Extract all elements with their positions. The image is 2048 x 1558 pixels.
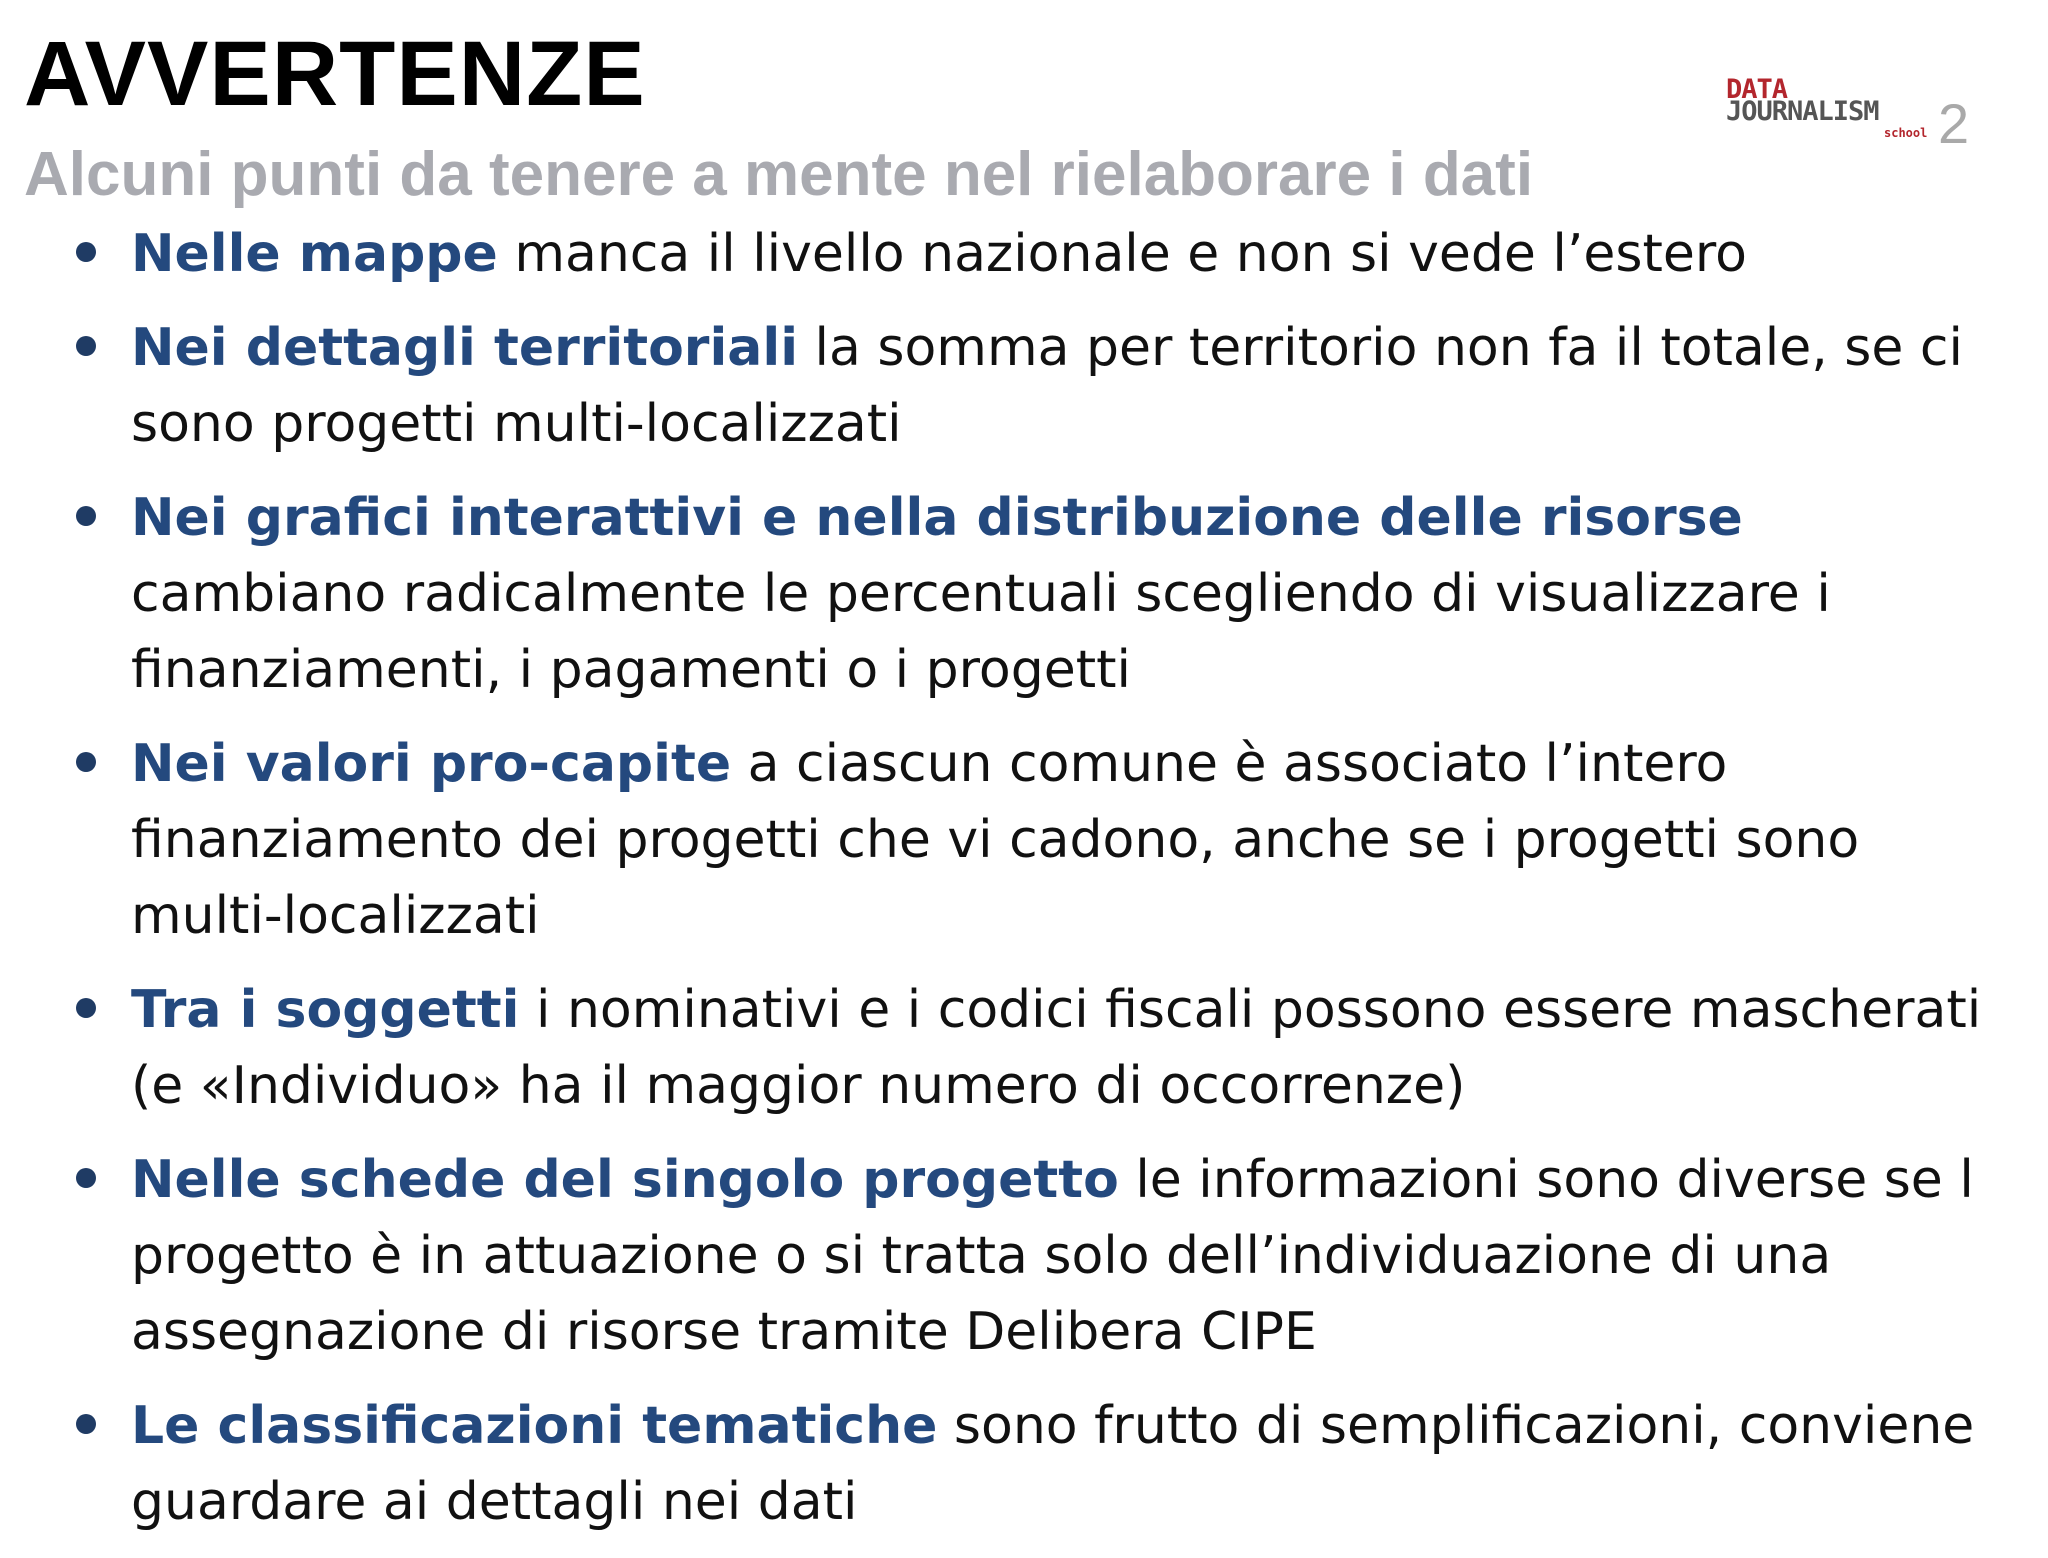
- bullet-keyword: Nei grafici interattivi e nella distribuzione delle risorse: [131, 488, 1743, 548]
- bullet-item-valori-pro-capite: [0, 726, 2048, 954]
- bullet-dot-icon: [72, 238, 102, 268]
- slide-subtitle: Alcuni punti da tenere a mente nel rielaborare i dati: [24, 140, 1534, 209]
- bullet-text: manca il livello nazionale e non si vede l’estero: [497, 224, 1747, 284]
- bullet-keyword: Nei valori pro-capite: [131, 734, 732, 794]
- bullet-item-schede-progetto: [0, 1142, 2048, 1370]
- bullet-text: cambiano radicalmente le percentuali scegliendo di visualizzare i finanziamenti, i pagamenti o i progetti: [131, 564, 1831, 700]
- bullet-text: a ciascun comune è associato l’intero finanziamento dei progetti che vi cadono, anche se i progetti sono multi-localizzati: [131, 734, 1860, 946]
- bullet-keyword: Le classificazioni tematiche: [131, 1396, 938, 1456]
- bullet-text: i nominativi e i codici fiscali possono essere mascherati (e «Individuo» ha il maggior numero di occorrenze): [131, 980, 1982, 1116]
- bullet-dot-icon: [72, 502, 102, 532]
- logo-text-data: DATA: [1726, 74, 1788, 105]
- bullet-text: sono frutto di semplificazioni, conviene guardare ai dettagli nei dati: [131, 1396, 1975, 1532]
- bullet-text: la somma per territorio non fa il totale, se ci sono progetti multi-localizzati: [131, 318, 1963, 454]
- slide-title: AVVERTENZE: [24, 23, 646, 125]
- bullet-dot-icon: [72, 1410, 102, 1440]
- bullet-dot-icon: [72, 748, 102, 778]
- bullet-item-dettagli-territoriali: [0, 310, 2048, 462]
- bullet-keyword: Nelle mappe: [131, 224, 498, 284]
- bullet-dot-icon: [72, 1164, 102, 1194]
- bullet-keyword: Nei dettagli territoriali: [131, 318, 799, 378]
- logo-text-school: school: [1884, 126, 1928, 140]
- bullet-dot-icon: [72, 994, 102, 1024]
- bullet-item-soggetti: [0, 972, 2048, 1124]
- bullet-keyword: Tra i soggetti: [131, 980, 520, 1040]
- bullet-dot-icon: [72, 332, 102, 362]
- bullet-item-classificazioni-tematiche: [0, 1388, 2048, 1540]
- bullet-item-grafici-interattivi: [0, 480, 2048, 708]
- bullet-list: [0, 216, 2048, 1558]
- logo-number: 2: [1938, 92, 1970, 155]
- bullet-item-mappe: [0, 216, 2048, 292]
- bullet-keyword: Nelle schede del singolo progetto: [131, 1150, 1119, 1210]
- data-journalism-school-logo: [1726, 74, 1986, 155]
- logo-text-journalism: JOURNALISM: [1726, 96, 1879, 127]
- bullet-text: le informazioni sono diverse se l progetto è in attuazione o si tratta solo dell’individuazione di una assegnazione di risorse tramite Delibera CIPE: [131, 1150, 1974, 1362]
